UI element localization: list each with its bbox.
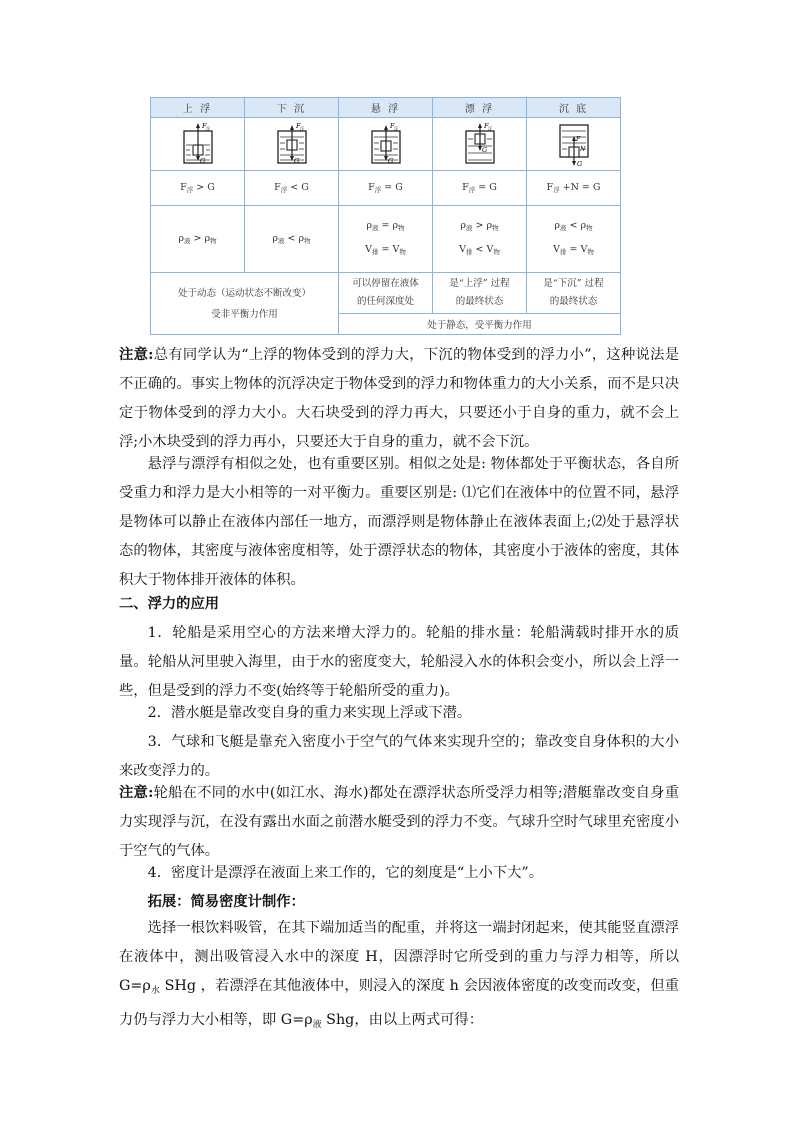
- label-f: F: [295, 122, 301, 130]
- density-cell-suspend: [339, 206, 433, 273]
- volume-sub: 物: [493, 248, 500, 256]
- force-relation-row: [151, 171, 621, 206]
- density-cell-bottom: [527, 206, 621, 273]
- extension-label: 拓展：简易密度计制作：: [147, 894, 305, 910]
- force-rel: = G: [381, 182, 403, 193]
- header-suspend: 悬 浮: [339, 98, 433, 118]
- figure-cell-suspend: [339, 118, 433, 171]
- label-f-sub: 浮: [205, 126, 210, 131]
- volume-sub: 物: [587, 248, 594, 256]
- force-symbol: F: [546, 182, 554, 193]
- rho-sub-liquid: 液: [312, 1020, 322, 1030]
- volume-line: [339, 239, 432, 263]
- volume-line: [433, 239, 526, 263]
- header-float: 漂 浮: [433, 98, 527, 118]
- density-symbol: ρ: [178, 233, 184, 244]
- note-line: 是“下沉” 过程: [543, 278, 604, 289]
- paragraph-text: SHg ，若漂浮在其他液体中，则浸入的深度 h 会因液体密度的改变而改变，但重力仍与浮力大小相等，即 G=ρ: [119, 978, 679, 1028]
- force-rel: > G: [193, 182, 215, 193]
- beaker-bottom-diagram: [552, 121, 596, 167]
- label-g: G: [481, 146, 487, 154]
- float-note: [433, 273, 527, 314]
- label-f-sub: 浮: [299, 126, 304, 131]
- buoyancy-states-table: [150, 97, 621, 335]
- table-header-row: [151, 98, 621, 118]
- density-relation-row: [151, 206, 621, 273]
- volume-rel: < V: [472, 244, 494, 255]
- note-line: 是“上浮” 过程: [449, 278, 510, 289]
- volume-rel: = V: [566, 244, 588, 255]
- paragraph-submarine: 2．潜水艇是靠改变自身的重力来实现上浮或下潜。: [147, 705, 472, 721]
- density-symbol: ρ: [460, 220, 466, 231]
- density-sub: 液: [560, 224, 567, 232]
- force-cell-sink: [245, 171, 339, 206]
- label-n: N: [579, 146, 585, 153]
- force-sub: 浮: [553, 186, 560, 194]
- force-symbol: F: [274, 182, 281, 193]
- density-symbol: ρ: [272, 233, 278, 244]
- density-symbol: ρ: [554, 220, 560, 231]
- paragraph-densimeter: 4．密度计是漂浮在液面上来工作的，它的刻度是“上小下大”。: [147, 865, 544, 881]
- density-sub: 物: [304, 237, 311, 245]
- paragraph-text: 轮船在不同的水中(如江水、海水)都处在漂浮状态所受浮力相等;潜艇靠改变自身重力实现浮与沉，在没有露出水面之前潜水艇受到的浮力不变。气球升空时气球里充密度小于空气的气体。: [119, 785, 679, 859]
- density-line: [339, 215, 432, 239]
- header-sink: 下 沉: [245, 98, 339, 118]
- force-sub: 浮: [468, 186, 476, 194]
- label-f: F: [483, 122, 489, 130]
- label-g: G: [293, 157, 299, 165]
- volume-symbol: V: [553, 244, 560, 255]
- density-rel: > ρ: [190, 233, 211, 244]
- figure-row: [151, 118, 621, 171]
- force-rel: < G: [287, 182, 309, 193]
- volume-sub: 排: [372, 248, 379, 256]
- bottom-note: [527, 273, 621, 314]
- force-cell-bottom: [527, 171, 621, 206]
- label-g: G: [576, 160, 582, 167]
- density-sub: 物: [586, 224, 593, 232]
- density-symbol: ρ: [366, 220, 372, 231]
- note-line: 的任何深度处: [356, 296, 414, 307]
- volume-symbol: V: [365, 244, 372, 255]
- force-symbol: F: [180, 182, 187, 193]
- density-rel: < ρ: [566, 220, 587, 231]
- note-line: 的最终状态: [549, 296, 598, 307]
- section-heading: [119, 590, 679, 619]
- density-cell-rise: [151, 206, 245, 273]
- density-cell-float: [433, 206, 527, 273]
- density-line: [527, 215, 620, 239]
- density-sub: 液: [372, 224, 379, 232]
- figure-cell-sink: [245, 118, 339, 171]
- header-rise: 上 浮: [151, 98, 245, 118]
- force-symbol: F: [462, 182, 469, 193]
- figure-cell-rise: [151, 118, 245, 171]
- force-sub: 浮: [280, 186, 288, 194]
- note-label: 注意:: [119, 785, 154, 801]
- note-paragraph-2: [119, 779, 679, 866]
- beaker-suspend-diagram: [364, 121, 408, 167]
- paragraph-text: 总有同学认为“上浮的物体受到的浮力大，下沉的物体受到的浮力小”，这种说法是不正确的。事实上物体的沉浮决定于物体受到的浮力和物体重力的大小关系，而不是只决定于物体受到的浮力大小。大石块受到的浮力再大，只要还小于自身的重力，就不会上浮;小木块受到的浮力再小，只要还大于自身的重力，就不会下沉。: [119, 347, 679, 450]
- force-cell-rise: [151, 171, 245, 206]
- volume-rel: = V: [378, 244, 400, 255]
- force-rel: = G: [475, 182, 497, 193]
- figure-cell-float: [433, 118, 527, 171]
- note-line: 处于动态（运动状态不断改变）: [177, 287, 311, 299]
- force-symbol: F: [368, 182, 375, 193]
- paragraph-ship: 1．轮船是采用空心的方法来增大浮力的。轮船的排水量：轮船满载时排开水的质量。轮船从河里驶入海里，由于水的密度变大，轮船浸入水的体积会变小，所以会上浮一些，但是受到的浮力不变(始终等于轮船所受的重力)。: [119, 625, 679, 699]
- density-line: [433, 215, 526, 239]
- header-bottom: 沉 底: [527, 98, 621, 118]
- density-cell-sink: [245, 206, 339, 273]
- beaker-sink-diagram: [270, 121, 314, 167]
- paragraph-straw-densimeter: [119, 914, 679, 1040]
- label-g: G: [199, 157, 205, 165]
- label-g: G: [387, 157, 393, 165]
- note-line: 可以停留在液体: [352, 278, 419, 289]
- paragraph-balloon: 3．气球和飞艇是靠充入密度小于空气的气体来实现升空的；靠改变自身体积的大小来改变浮力的。: [119, 734, 679, 779]
- extension-heading: [119, 888, 679, 917]
- force-sub: 浮: [374, 186, 382, 194]
- suspend-note: [339, 273, 433, 314]
- density-rel: = ρ: [378, 220, 399, 231]
- density-sub: 物: [398, 224, 405, 232]
- volume-sub: 排: [560, 248, 567, 256]
- density-sub: 液: [278, 237, 285, 245]
- note-label: 注意:: [119, 347, 154, 363]
- state-note-row: [151, 273, 621, 314]
- rho-sub-water: 水: [150, 986, 160, 996]
- volume-line: [527, 239, 620, 263]
- note-line: 受非平衡力作用: [211, 308, 278, 320]
- figure-cell-bottom: [527, 118, 621, 171]
- volume-sub: 排: [466, 248, 473, 256]
- label-f-sub: 浮: [393, 126, 398, 131]
- heading-text: 二、浮力的应用: [119, 596, 220, 612]
- label-f: F: [575, 136, 580, 143]
- density-sub: 液: [466, 224, 473, 232]
- label-f: F: [201, 122, 207, 130]
- paragraph-text: Shg，由以上两式可得：: [321, 1012, 484, 1028]
- label-f: F: [389, 122, 395, 130]
- static-state-note: 处于静态，受平衡力作用: [339, 314, 621, 335]
- volume-sub: 物: [399, 248, 406, 256]
- volume-symbol: V: [459, 244, 466, 255]
- force-sub: 浮: [186, 186, 194, 194]
- density-sub: 液: [184, 237, 191, 245]
- density-sub: 物: [492, 224, 499, 232]
- note-line: 的最终状态: [455, 296, 504, 307]
- dynamic-state-note: [151, 273, 339, 335]
- force-cell-suspend: [339, 171, 433, 206]
- density-rel: > ρ: [472, 220, 493, 231]
- beaker-rise-diagram: [176, 121, 220, 167]
- force-cell-float: [433, 171, 527, 206]
- note-paragraph-1: [119, 341, 679, 457]
- paragraph-text: 选择一根饮料吸管，在其下端加适当的配重，并将这一端封闭起来，使其能竖直漂浮在液体中，测出吸管浸入水中的深度 H，因漂浮时它所受到的重力与浮力相等，所以 G=ρ: [119, 920, 679, 994]
- density-sub: 物: [210, 237, 217, 245]
- force-rel: +N = G: [559, 182, 601, 193]
- beaker-float-diagram: [458, 121, 502, 167]
- paragraph-suspend-vs-float: 悬浮与漂浮有相似之处，也有重要区别。相似之处是: 物体都处于平衡状态，各自所受重力和浮力是大小相等的一对平衡力。重要区别是: ⑴它们在液体中的位置不同，悬浮是物体可以静止在液体内部任一地方，而漂浮则是物体静止在液体表面上;⑵处于悬浮状态的物体，其密度与液体密度相等，处于漂浮状态的物体，其密度小于液体的密度，其体积大于物体排开液体的体积。: [119, 456, 679, 588]
- density-rel: < ρ: [284, 233, 305, 244]
- label-f-sub: 浮: [487, 126, 492, 131]
